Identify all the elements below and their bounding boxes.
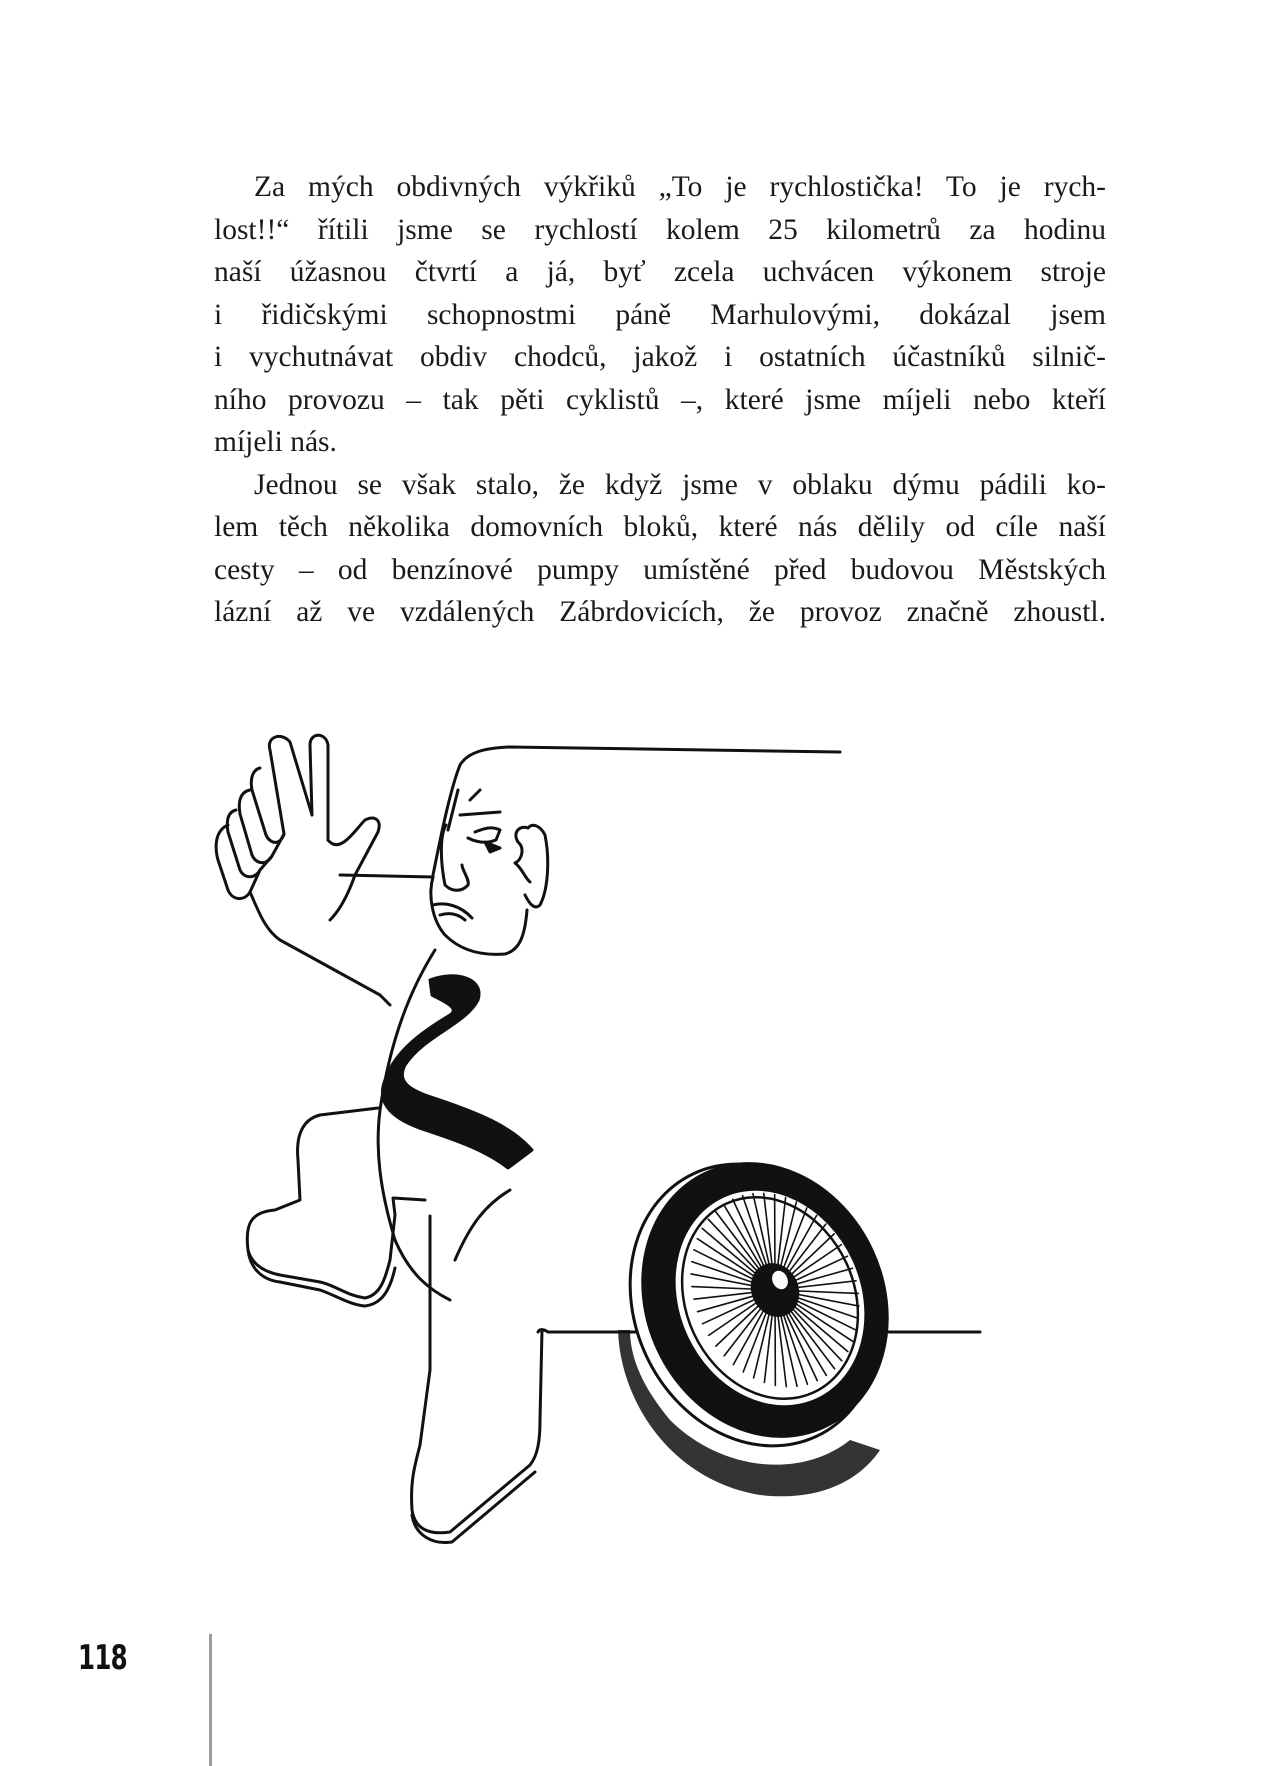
margin-rule xyxy=(209,1634,212,1766)
text-line: ního provozu – tak pěti cyklistů –, které jsme míjeli nebo kteří xyxy=(214,383,1106,416)
text-line: lázní až ve vzdálených Zábrdovicích, že provoz značně zhoustl. xyxy=(214,596,1106,628)
paragraph-1 xyxy=(214,166,1106,464)
hand-drawing xyxy=(216,735,433,995)
body-drawing xyxy=(378,950,532,1300)
wheel-drawing xyxy=(585,1123,931,1496)
text-line: cesty – od benzínové pumpy umístěné před budovou Městských xyxy=(214,553,1106,586)
head-drawing xyxy=(431,747,840,954)
text-line: lem těch několika domovních bloků, které nás dělily od cíle naší xyxy=(214,511,1106,543)
driver-illustration xyxy=(200,720,1120,1670)
boots-drawing xyxy=(247,1108,585,1543)
text-line: i vychutnávat obdiv chodců, jakož i ostatních účastníků silnič- xyxy=(214,341,1106,373)
text-line: míjeli nás. xyxy=(214,426,337,458)
text-line: Jednou se však stalo, že když jsme v oblaku dýmu pádili ko- xyxy=(254,468,1106,501)
text-line: Za mých obdivných výkřiků „To je rychlostička! To je rych- xyxy=(254,171,1106,203)
page-number: 118 xyxy=(78,1638,127,1678)
text-line: i řidičskými schopnostmi páně Marhulovými, dokázal jsem xyxy=(214,298,1106,331)
text-line: naší úžasnou čtvrtí a já, byť zcela uchvácen výkonem stroje xyxy=(214,256,1106,288)
chest-swoosh xyxy=(382,976,532,1168)
paragraph-2 xyxy=(214,464,1106,634)
body-text xyxy=(214,166,1106,634)
text-line: lost!!“ řítili jsme se rychlostí kolem 25 kilometrů za hodinu xyxy=(214,213,1106,246)
